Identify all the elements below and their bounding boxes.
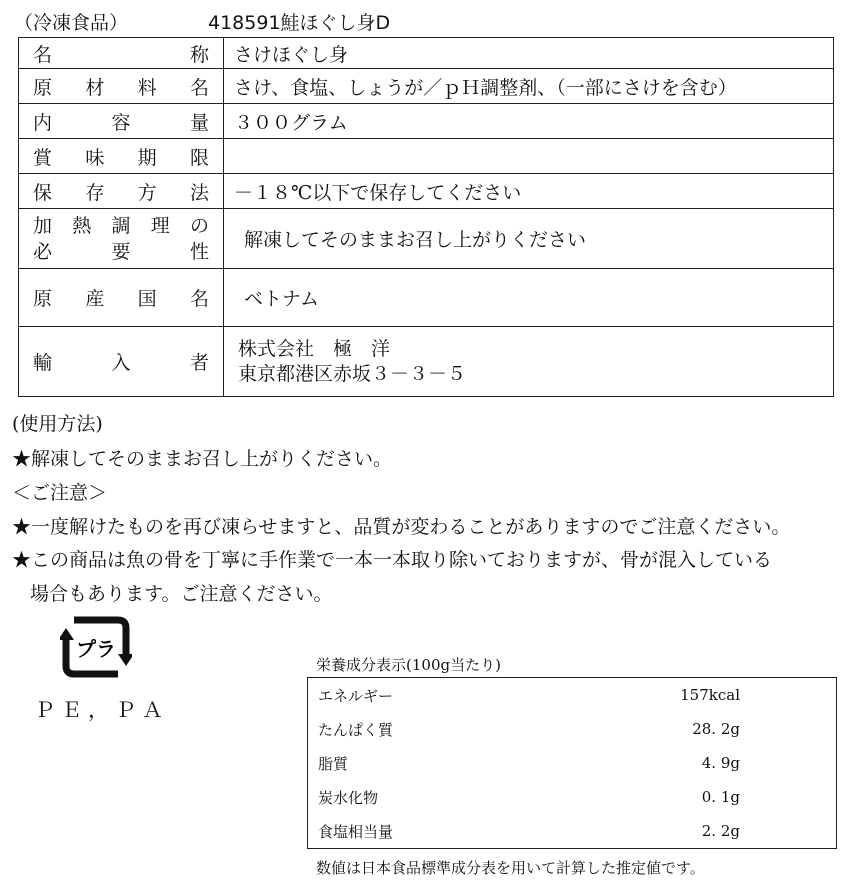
key-char: 称 bbox=[189, 43, 209, 66]
key-char: 容 bbox=[111, 111, 131, 134]
label-key bbox=[19, 38, 224, 69]
usage-title: (使用方法) bbox=[12, 413, 103, 435]
key-char: 内 bbox=[33, 111, 53, 134]
pla-mark-text: プラ bbox=[76, 637, 116, 661]
label-key bbox=[19, 209, 224, 269]
nutrient-value: 2. 2g bbox=[701, 822, 740, 840]
nutrient-name: エネルギー bbox=[318, 686, 394, 705]
label-key bbox=[19, 327, 224, 397]
key-char: 理 bbox=[150, 214, 170, 237]
key-char: 要 bbox=[111, 240, 131, 263]
label-key bbox=[19, 139, 224, 174]
key-char: 料 bbox=[137, 76, 157, 99]
key-char: の bbox=[189, 214, 209, 237]
key-char: 入 bbox=[111, 352, 131, 374]
key-char: 法 bbox=[189, 181, 209, 204]
key-char: 材 bbox=[85, 76, 105, 99]
nutrition-row bbox=[308, 814, 837, 849]
label-key bbox=[19, 269, 224, 327]
nutrient-name: 食塩相当量 bbox=[318, 822, 394, 841]
usage-line: ★解凍してそのままお召し上がりください。 bbox=[12, 448, 393, 470]
key-char: 調 bbox=[111, 214, 131, 237]
key-char: 保 bbox=[33, 181, 53, 204]
nutrition-table bbox=[307, 677, 837, 849]
label-row-heating bbox=[19, 209, 834, 269]
key-char: 加 bbox=[33, 214, 53, 237]
label-row-name bbox=[19, 38, 834, 69]
caution-line-3: 場合もあります。ご注意ください。 bbox=[30, 583, 333, 605]
key-char: 量 bbox=[189, 111, 209, 134]
label-value: ３００グラム bbox=[224, 104, 834, 139]
category-label: （冷凍食品） bbox=[14, 12, 129, 34]
label-value: 解凍してそのままお召し上がりください bbox=[224, 209, 834, 269]
nutrient-name: 炭水化物 bbox=[318, 788, 379, 807]
key-char: 性 bbox=[189, 240, 209, 263]
caution-line-1: ★一度解けたものを再び凍らせますと、品質が変わることがありますのでご注意ください。 bbox=[12, 516, 791, 538]
label-row-importer bbox=[19, 327, 834, 397]
caution-line-2: ★この商品は魚の骨を丁寧に手作業で一本一本取り除いておりますが、骨が混入している bbox=[12, 549, 773, 571]
label-row-origin bbox=[19, 269, 834, 327]
key-char: 方 bbox=[137, 181, 157, 204]
nutrition-title: 栄養成分表示(100g当たり) bbox=[316, 656, 501, 674]
label-value bbox=[224, 139, 834, 174]
label-key bbox=[19, 69, 224, 104]
label-value bbox=[224, 327, 834, 397]
key-char: 名 bbox=[33, 43, 53, 66]
label-row-ingredients bbox=[19, 69, 834, 104]
pla-recycle-icon bbox=[60, 614, 132, 680]
label-row-contents bbox=[19, 104, 834, 139]
importer-company: 株式会社 極 洋 bbox=[238, 337, 391, 360]
key-char: 産 bbox=[85, 288, 105, 310]
key-char: 熱 bbox=[72, 214, 92, 237]
nutrient-value: 4. 9g bbox=[701, 754, 740, 772]
label-value: さけほぐし身 bbox=[224, 38, 834, 69]
nutrient-name: たんぱく質 bbox=[318, 720, 394, 739]
label-row-best-before bbox=[19, 139, 834, 174]
label-value: さけ、食塩、しょうが／ｐＨ調整剤、（一部にさけを含む） bbox=[224, 69, 834, 104]
label-table bbox=[18, 37, 834, 397]
key-char: 原 bbox=[33, 76, 53, 99]
key-char: 存 bbox=[85, 181, 105, 204]
key-char: 期 bbox=[137, 146, 157, 169]
key-char: 国 bbox=[137, 288, 157, 310]
nutrient-name: 脂質 bbox=[318, 754, 349, 773]
label-value: ベトナム bbox=[224, 269, 834, 327]
nutrition-footnote: 数値は日本食品標準成分表を用いて計算した推定値です。 bbox=[316, 859, 705, 877]
importer-address: 東京都港区赤坂３－３－５ bbox=[238, 362, 467, 385]
nutrient-value: 157kcal bbox=[680, 686, 740, 704]
label-key bbox=[19, 104, 224, 139]
nutrient-value: 0. 1g bbox=[701, 788, 740, 806]
material-label: ＰＥ，ＰＡ bbox=[34, 698, 169, 722]
caution-title: ＜ご注意＞ bbox=[12, 482, 108, 504]
nutrient-value: 28. 2g bbox=[692, 720, 740, 738]
label-value: －１８℃以下で保存してください bbox=[224, 174, 834, 209]
key-char: 名 bbox=[189, 288, 209, 310]
nutrition-row bbox=[308, 678, 837, 713]
nutrition-row bbox=[308, 746, 837, 780]
key-char: 味 bbox=[85, 146, 105, 169]
nutrition-row bbox=[308, 712, 837, 746]
key-char: 輸 bbox=[33, 352, 53, 374]
key-char: 限 bbox=[189, 146, 209, 169]
key-char: 賞 bbox=[33, 146, 53, 169]
label-key bbox=[19, 174, 224, 209]
key-char: 必 bbox=[33, 240, 53, 263]
nutrition-row bbox=[308, 780, 837, 814]
key-char: 原 bbox=[33, 288, 53, 310]
key-char: 者 bbox=[189, 352, 209, 374]
product-code: 418591鮭ほぐし身D bbox=[208, 12, 391, 34]
key-char: 名 bbox=[189, 76, 209, 99]
label-row-storage bbox=[19, 174, 834, 209]
